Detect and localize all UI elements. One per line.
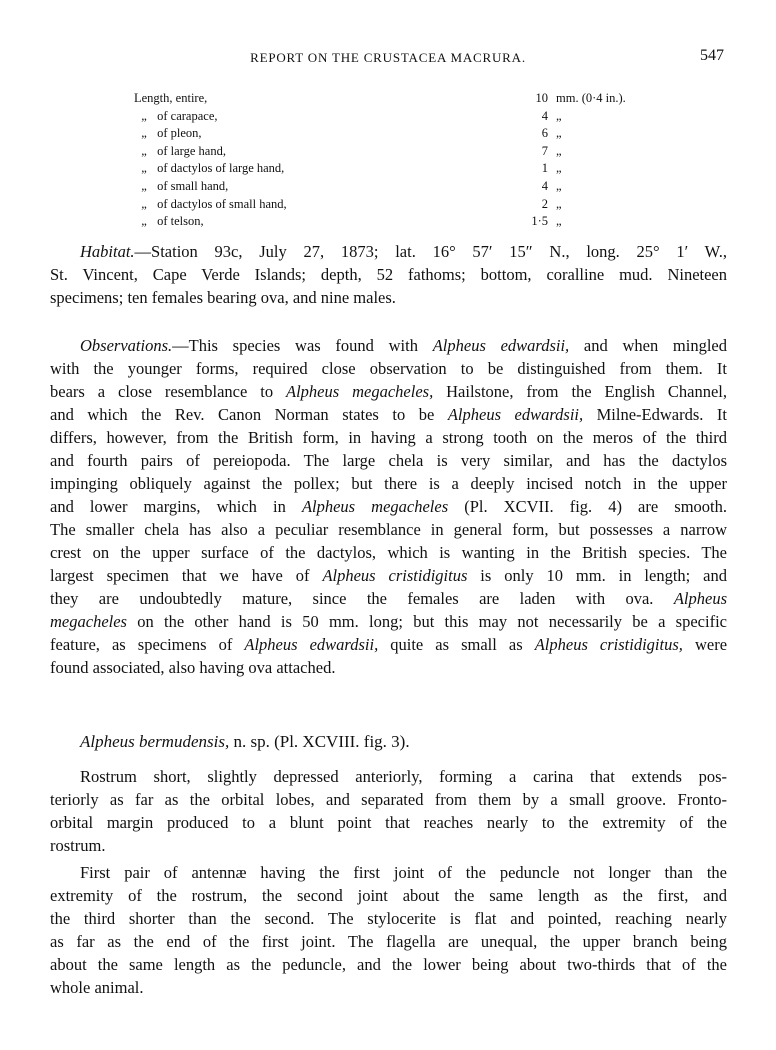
measurement-label: of telson, [157, 214, 204, 229]
measurement-label: of dactylos of large hand, [157, 161, 285, 176]
obs-line-2: with the younger forms, required close observation to be distinguished from them. It [50, 359, 727, 378]
measurement-label-cell [134, 143, 524, 161]
measurement-unit: „ [556, 178, 562, 193]
obs-line-12: they are undoubtedly mature, since the females are laden with ova. Alpheus [50, 589, 727, 608]
measurement-value: 4 [541, 108, 548, 123]
observations-label: Observations. [80, 336, 173, 355]
measurement-value: 4 [541, 178, 548, 193]
measurement-prefix: „ [141, 126, 147, 141]
measurement-prefix: „ [141, 214, 147, 229]
measurement-row [134, 160, 694, 178]
measurement-label-cell [134, 125, 524, 143]
measurement-table [134, 90, 694, 231]
rostrum-line-2: teriorly as far as the orbital lobes, and separated from them by a small groove. Fronto- [50, 790, 727, 809]
obs-line-15: found associated, also having ova attached. [50, 658, 336, 677]
measurement-prefix: „ [141, 161, 147, 176]
habitat-line-2: St. Vincent, Cape Verde Islands; depth, 52 fathoms; bottom, coralline mud. Nineteen [50, 265, 727, 284]
species-name: Alpheus bermudensis, [80, 732, 230, 751]
measurement-value: 2 [541, 196, 548, 211]
obs-line-14: feature, as specimens of Alpheus edwardsii, quite as small as Alpheus cristidigitus, were [50, 635, 728, 654]
page-number: 547 [700, 47, 724, 64]
antennae-line-4: as far as the end of the first joint. The flagella are unequal, the upper branch being [50, 932, 727, 951]
measurement-unit: „ [556, 108, 562, 123]
obs-line-13: megacheles on the other hand is 50 mm. long; but this may not necessarily be a specific [50, 612, 727, 631]
obs-line-1: Observations.—This species was found with Alpheus edwardsii, and when mingled [80, 336, 727, 355]
measurement-prefix: Length, [134, 91, 173, 105]
measurement-label: of large hand, [157, 143, 226, 158]
measurement-label: of small hand, [157, 178, 229, 193]
measurement-label-cell [134, 196, 524, 214]
obs-line-11: largest specimen that we have of Alpheus cristidigitus is only 10 mm. in length; and [50, 566, 727, 585]
measurement-label: entire, [175, 91, 208, 105]
obs-line-7: impinging obliquely against the pollex; but there is a deeply incised notch in the upper [50, 474, 727, 493]
measurement-row [134, 143, 694, 161]
obs-line-4: and which the Rev. Canon Norman states to be Alpheus edwardsii, Milne-Edwards. It [50, 405, 727, 424]
measurement-label-cell [134, 160, 524, 178]
rostrum-line-1: Rostrum short, slightly depressed anteriorly, forming a carina that extends pos- [80, 767, 727, 786]
measurement-value: 10 [535, 91, 548, 105]
habitat-line-3: specimens; ten females bearing ova, and nine males. [50, 288, 396, 307]
measurement-unit: „ [556, 214, 562, 229]
measurement-unit: „ [556, 143, 562, 158]
obs-line-8: and lower margins, which in Alpheus megacheles (Pl. XCVII. fig. 4) are smooth. [50, 497, 727, 516]
antennae-line-5: about the same length as the peduncle, and the lower being about two-thirds that of the [50, 955, 727, 974]
measurement-label-cell [134, 213, 524, 231]
measurement-value: 1·5 [531, 214, 548, 229]
species-heading: Alpheus bermudensis, n. sp. (Pl. XCVIII. fig. 3). [80, 732, 410, 751]
observations-paragraph [50, 334, 727, 679]
obs-line-9: The smaller chela has also a peculiar resemblance in general form, but possesses a narrow [50, 520, 727, 539]
antennae-line-1: First pair of antennæ having the first joint of the peduncle not longer than the [80, 863, 727, 882]
antennae-line-3: the third shorter than the second. The stylocerite is flat and pointed, reaching nearly [50, 909, 727, 928]
measurement-value: 6 [541, 126, 548, 141]
measurement-unit: „ [556, 126, 562, 141]
measurement-value: 1 [541, 161, 548, 176]
measurement-label: of carapace, [157, 108, 218, 123]
measurement-prefix: „ [141, 143, 147, 158]
measurement-prefix: „ [141, 178, 147, 193]
rostrum-line-3: orbital margin produced to a blunt point that reaches nearly to the extremity of the [50, 813, 727, 832]
obs-line-6: and fourth pairs of pereiopoda. The large chela is very similar, and has the dactylos [50, 451, 727, 470]
habitat-label: Habitat. [80, 242, 135, 261]
measurement-row [134, 196, 694, 214]
measurement-row [134, 108, 694, 126]
measurement-label: of dactylos of small hand, [157, 196, 287, 211]
measurement-prefix: „ [141, 196, 147, 211]
measurement-row [134, 213, 694, 231]
measurement-value: 7 [541, 143, 548, 158]
measurement-label: of pleon, [157, 126, 202, 141]
measurement-unit: „ [556, 196, 562, 211]
measurement-row [134, 125, 694, 143]
obs-line-3: bears a close resemblance to Alpheus megacheles, Hailstone, from the English Channel, [50, 382, 728, 401]
measurement-prefix: „ [141, 108, 147, 123]
habitat-line-1: Habitat.—Station 93c, July 27, 1873; lat. 16° 57′ 15″ N., long. 25° 1′ W., [80, 242, 727, 261]
measurement-unit: mm. (0·4 in.). [556, 91, 626, 105]
rostrum-paragraph [50, 765, 727, 857]
running-title: REPORT ON THE CRUSTACEA MACRURA. [250, 50, 526, 65]
measurement-row [134, 90, 694, 108]
obs-line-5: differs, however, from the British form, in having a strong tooth on the meros of the third [50, 428, 727, 447]
habitat-paragraph [50, 240, 727, 309]
rostrum-line-4: rostrum. [50, 836, 106, 855]
obs-line-10: crest on the upper surface of the dactylos, which is wanting in the British species. The [50, 543, 727, 562]
antennae-paragraph [50, 861, 727, 999]
measurement-label-cell [134, 108, 524, 126]
measurement-label-cell [134, 90, 524, 108]
antennae-line-2: extremity of the rostrum, the second joint about the same length as the first, and [50, 886, 727, 905]
antennae-line-6: whole animal. [50, 978, 144, 997]
measurement-label-cell [134, 178, 524, 196]
measurement-unit: „ [556, 161, 562, 176]
measurement-row [134, 178, 694, 196]
